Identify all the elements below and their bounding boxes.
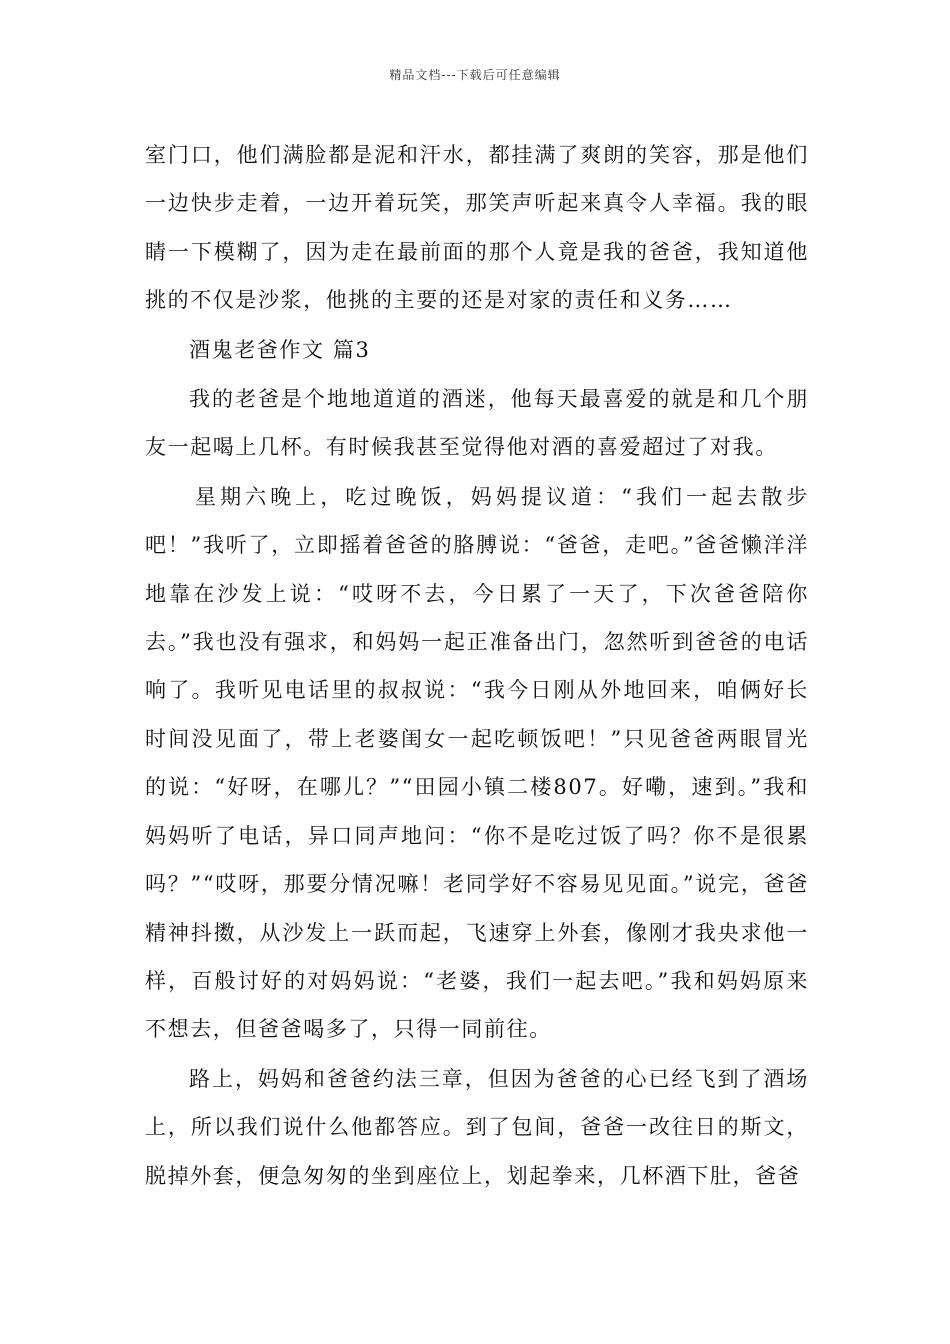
paragraph-continuation: 室门口，他们满脸都是泥和汗水，都挂满了爽朗的笑容，那是他们一边快步走着，一边开着玩笑，那笑声听起来真令人幸福。我的眼睛一下模糊了，因为走在最前面的那个人竟是我的爸爸，我知道他挑的不仅是沙浆，他挑的主要的还是对家的责任和义务…… (145, 143, 809, 313)
section-heading: 酒鬼老爸作文 篇3 (189, 337, 371, 362)
paragraph-road: 路上，妈妈和爸爸约法三章，但因为爸爸的心已经飞到了酒场上，所以我们说什么他都答应。到了包间，爸爸一改往日的斯文，脱掉外套，便急匆匆的坐到座位上，划起拳来，几杯酒下肚，爸爸 (145, 1066, 809, 1188)
paragraph-saturday: 星期六晚上，吃过晚饭，妈妈提议道：“我们一起去散步吧！”我听了，立即摇着爸爸的胳膊说：“爸爸，走吧。”爸爸懒洋洋地靠在沙发上说：“哎呀不去，今日累了一天了，下次爸爸陪你去。”我也没有强求，和妈妈一起正准备出门，忽然听到爸爸的电话响了。我听见电话里的叔叔说：“我今日刚从外地回来，咱俩好长时间没见面了，带上老婆闺女一起吃顿饭吧！”只见爸爸两眼冒光的说：“好呀，在哪儿？”“田园小镇二楼807。好嘞，速到。”我和妈妈听了电话，异口同声地问：“你不是吃过饭了吗？你不是很累吗？”“哎呀，那要分情况嘛！老同学好不容易见见面。”说完，爸爸精神抖擞，从沙发上一跃而起，飞速穿上外套，像刚才我央求他一样，百般讨好的对妈妈说：“老婆，我们一起去吧。”我和妈妈原来不想去，但爸爸喝多了，只得一同前往。 (145, 484, 809, 1042)
document-body (145, 131, 809, 1201)
page-header: 精品文档---下载后可任意编辑 (389, 68, 561, 82)
paragraph-intro: 我的老爸是个地地道道的酒迷，他每天最喜爱的就是和几个朋友一起喝上几杯。有时候我甚至觉得他对酒的喜爱超过了对我。 (145, 387, 809, 460)
